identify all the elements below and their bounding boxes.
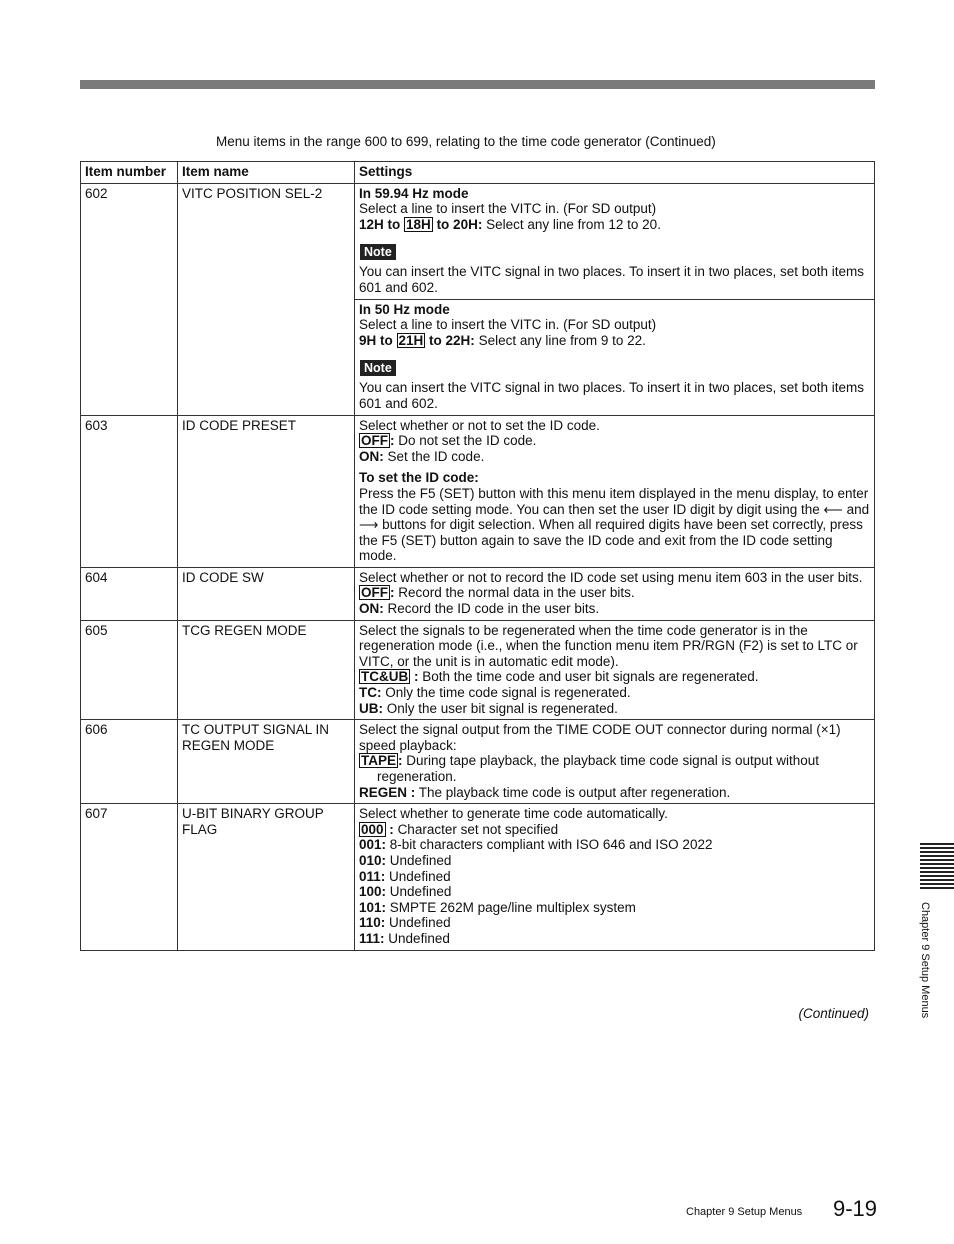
option-line: 100: Undefined bbox=[359, 884, 452, 900]
side-chapter-label: Chapter 9 Setup Menus bbox=[919, 902, 931, 1019]
option-line: TAPE : During tape playback, the playback time code signal is output without bbox=[361, 753, 820, 769]
default-value-box: OFF bbox=[361, 433, 388, 449]
menu-items-table bbox=[80, 161, 875, 951]
page-number: 9-19 bbox=[833, 1196, 878, 1221]
chapter-tab-marker bbox=[920, 843, 954, 889]
option-line: 011: Undefined bbox=[359, 868, 451, 884]
settings-text: Select a line to insert the VITC in. (For SD output) bbox=[359, 317, 657, 333]
mode-heading: In 59.94 Hz mode bbox=[359, 185, 469, 201]
option-line: ON: Record the ID code in the user bits. bbox=[359, 601, 600, 617]
item-name: U-BIT BINARY GROUP FLAG bbox=[178, 804, 355, 950]
note-text: You can insert the VITC signal in two places. To insert it in two places, set both items 601 and 602. bbox=[359, 380, 865, 411]
item-number: 605 bbox=[81, 620, 178, 720]
range-line: 12H to 18H to 20H: Select any line from 12 to 20. bbox=[359, 216, 661, 232]
table-row-602 bbox=[81, 183, 875, 299]
settings-text: Select the signals to be regenerated when the time code generator is in the regeneration mode (i.e., when the function menu item PR/RGN (F2) is set to LTC or VITC, or the unit is in automatic edit mode). bbox=[359, 622, 858, 669]
table-header-row bbox=[81, 162, 875, 184]
settings-cell bbox=[355, 299, 875, 415]
settings-cell bbox=[355, 415, 875, 567]
default-value-box: 18H bbox=[406, 216, 431, 232]
settings-cell bbox=[355, 567, 875, 620]
settings-text: Select a line to insert the VITC in. (For SD output) bbox=[359, 201, 657, 217]
continued-label: (Continued) bbox=[798, 1006, 869, 1021]
item-name: ID CODE SW bbox=[178, 567, 355, 620]
option-line: OFF : Record the normal data in the user bits. bbox=[361, 585, 635, 601]
default-value-box: TAPE bbox=[361, 753, 397, 769]
mode-heading: In 50 Hz mode bbox=[359, 301, 450, 317]
header-settings: Settings bbox=[355, 162, 875, 184]
settings-paragraph: Press the F5 (SET) button with this menu item displayed in the menu display, to enter the ID code setting mode. You can then set the user ID digit by digit using the ⟵ and ⟶ buttons for digit selection. When all required digits have been set correctly, press the F5 (SET) button again to save the ID code and exit from the ID code setting mode. bbox=[359, 485, 870, 564]
settings-text: Select whether to generate time code automatically. bbox=[359, 806, 668, 822]
option-line: ON: Set the ID code. bbox=[359, 448, 485, 464]
top-rule bbox=[80, 80, 875, 89]
settings-cell bbox=[355, 183, 875, 299]
item-number: 604 bbox=[81, 567, 178, 620]
settings-text: Select whether or not to set the ID code. bbox=[359, 417, 600, 433]
note-label: Note bbox=[360, 360, 396, 376]
item-name: TC OUTPUT SIGNAL IN REGEN MODE bbox=[178, 720, 355, 804]
footer-chapter: Chapter 9 Setup Menus bbox=[686, 1206, 803, 1218]
option-line: OFF : Do not set the ID code. bbox=[361, 433, 537, 449]
settings-cell bbox=[355, 620, 875, 720]
header-item-number: Item number bbox=[81, 162, 178, 184]
item-number: 607 bbox=[81, 804, 178, 950]
item-number: 606 bbox=[81, 720, 178, 804]
default-value-box: 000 bbox=[361, 821, 384, 837]
table-row-606 bbox=[81, 720, 875, 804]
table-row-605 bbox=[81, 620, 875, 720]
table-row-604 bbox=[81, 567, 875, 620]
item-number: 602 bbox=[81, 183, 178, 415]
option-line: TC&UB : Both the time code and user bit signals are regenerated. bbox=[361, 669, 759, 685]
item-number: 603 bbox=[81, 415, 178, 567]
settings-text: Select the signal output from the TIME CODE OUT connector during normal (×1) speed playback: bbox=[359, 722, 841, 753]
note-label: Note bbox=[360, 244, 396, 260]
settings-text: Select whether or not to record the ID code set using menu item 603 in the user bits. bbox=[359, 569, 863, 585]
option-line: UB: Only the user bit signal is regenerated. bbox=[359, 700, 618, 716]
item-name: TCG REGEN MODE bbox=[178, 620, 355, 720]
table-row-603 bbox=[81, 415, 875, 567]
item-name: VITC POSITION SEL-2 bbox=[178, 183, 355, 415]
option-continuation: regeneration. bbox=[377, 769, 457, 784]
settings-cell bbox=[355, 804, 875, 950]
option-line: 111: Undefined bbox=[359, 930, 450, 946]
option-line: REGEN : The playback time code is output after regeneration. bbox=[359, 784, 731, 800]
default-value-box: TC&UB bbox=[361, 669, 409, 685]
option-line: 101: SMPTE 262M page/line multiplex system bbox=[359, 899, 636, 915]
table-row-607 bbox=[81, 804, 875, 950]
table-caption: Menu items in the range 600 to 699, relating to the time code generator (Continued) bbox=[216, 134, 716, 149]
default-value-box: 21H bbox=[398, 332, 424, 348]
option-line: 001: 8-bit characters compliant with ISO 646 and ISO 2022 bbox=[359, 837, 713, 853]
option-line: 000 : Character set not specified bbox=[361, 821, 559, 837]
item-name: ID CODE PRESET bbox=[178, 415, 355, 567]
default-value-box: OFF bbox=[361, 585, 388, 601]
settings-cell bbox=[355, 720, 875, 804]
range-line: 9H to 21H to 22H: Select any line from 9 to 22. bbox=[359, 332, 646, 348]
option-line: 110: Undefined bbox=[359, 915, 451, 931]
option-line: 010: Undefined bbox=[359, 852, 452, 868]
sub-heading: To set the ID code: bbox=[359, 470, 479, 486]
header-item-name: Item name bbox=[178, 162, 355, 184]
option-line: TC: Only the time code signal is regenerated. bbox=[359, 685, 631, 701]
note-text: You can insert the VITC signal in two places. To insert it in two places, set both items 601 and 602. bbox=[359, 264, 865, 295]
